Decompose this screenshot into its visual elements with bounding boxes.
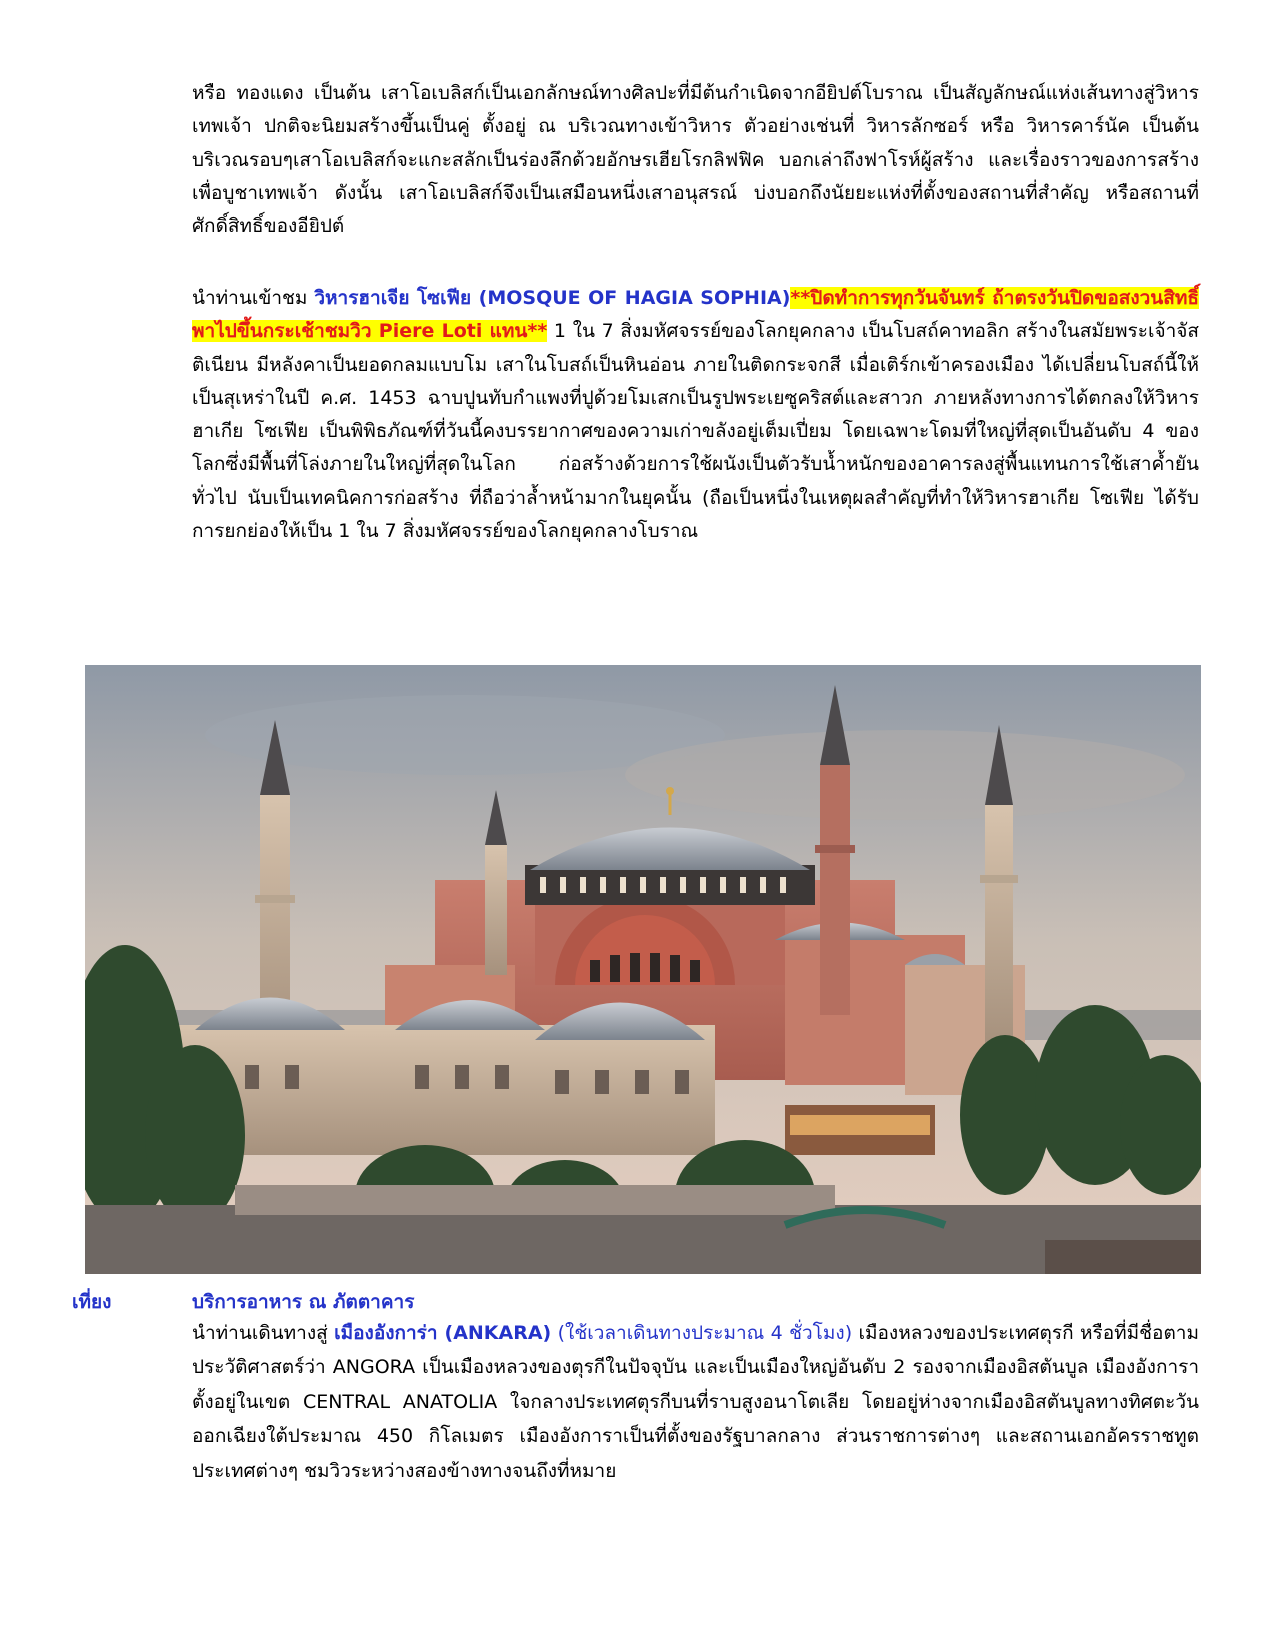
ankara-description: เมืองหลวงของประเทศตุรกี หรือที่มีชื่อตามประวัติศาสตร์ว่า ANGORA เป็นเมืองหลวงของตุรกีในปัจจุบัน และเป็นเมืองใหญ่อันดับ 2 รองจากเมืองอิสตันบูล เมืองอังการาตั้งอยู่ในเขต CENTRAL ANATOLIA ใจกลางประเทศตุรกีบนที่ราบสูงอนาโตเลีย โดยอยู่ห่างจากเมืองอิสตันบูลทางทิศตะวันออกเฉียงใต้ประมาณ 450 กิโลเมตร เมืองอังการาเป็นที่ตั้งของรัฐบาลกลาง ส่วนราชการต่างๆ และสถานเอกอัครราชทูตประเทศต่างๆ ชมวิวระหว่างสองข้างทางจนถึงที่หมาย [192,1322,1199,1482]
travel-duration: (ใช้เวลาเดินทางประมาณ 4 ชั่วโมง) [551,1322,853,1344]
closing-day-note: **ปิดทำการทุกวันจันทร์ ถ้าตรงวันปิดขอสงวนสิทธิ์พาไปขึ้นกระเช้าชมวิว Piere Loti แทน** [192,287,1199,343]
hagia-sophia-title: วิหารฮาเจีย โซเฟีย (MOSQUE OF HAGIA SOPHIA) [314,287,791,309]
obelisk-text: หรือ ทองแดง เป็นต้น เสาโอเบลิสก์เป็นเอกลักษณ์ทางศิลปะที่มีต้นกำเนิดจากอียิปต์โบราณ เป็นสัญลักษณ์แห่งเส้นทางสู่วิหารเทพเจ้า ปกติจะนิยมสร้างขึ้นเป็นคู่ ตั้งอยู่ ณ บริเวณทางเข้าวิหาร ตัวอย่างเช่นที่ วิหารลักซอร์ หรือ วิหารคาร์นัค เป็นต้น บริเวณรอบๆเสาโอเบลิสก์จะแกะสลักเป็นร่องลึกด้วยอักษรเฮียโรกลิฟฟิค บอกเล่าถึงฟาโรห์ผู้สร้าง และเรื่องราวของการสร้างเพื่อบูชาเทพเจ้า ดังนั้น เสาโอเบลิสก์จึงเป็นเสมือนหนึ่งเสาอนุสรณ์ บ่งบอกถึงนัยยะแห่งที่ตั้งของสถานที่สำคัญ หรือสถานที่ศักดิ์สิทธิ์ของอียิปต์ [192,82,1199,238]
ankara-paragraph [192,1316,1199,1488]
hagia-sophia-description: 1 ใน 7 สิ่งมหัศจรรย์ของโลกยุคกลาง เป็นโบสถ์คาทอลิก สร้างในสมัยพระเจ้าจัสติเนียน มีหลังคาเป็นยอดกลมแบบโม เสาในโบสถ์เป็นหินอ่อน ภายในติดกระจกสี เมื่อเติร์กเข้าครองเมือง ได้เปลี่ยนโบสถ์นี้ให้เป็นสุเหร่าในปี ค.ศ. 1453 ฉาบปูนทับกำแพงที่ปูด้วยโมเสกเป็นรูปพระเยซูคริสต์และสาวก ภายหลังทางการได้ตกลงให้วิหารฮาเกีย โซเฟีย เป็นพิพิธภัณฑ์ที่วันนี้คงบรรยากาศของความเก่าขลังอยู่เต็มเปี่ยม โดยเฉพาะโดมที่ใหญ่ที่สุดเป็นอันดับ 4 ของโลกซึ่งมีพื้นที่โล่งภายในใหญ่ที่สุดในโลก ก่อสร้างด้วยการใช้ผนังเป็นตัวรับน้ำหนักของอาคารลงสู่พื้นแทนการใช้เสาค้ำยันทั่วไป นับเป็นเทคนิคการก่อสร้าง ที่ถือว่าล้ำหน้ามากในยุคนั้น (ถือเป็นหนึ่งในเหตุผลสำคัญที่ทำให้วิหารฮาเกีย โซเฟีย ได้รับการยกย่องให้เป็น 1 ใน 7 สิ่งมหัศจรรย์ของโลกยุคกลางโบราณ [192,320,1199,543]
ankara-city-title: เมืองอังการ่า (ANKARA) [334,1322,552,1344]
hagia-sophia-paragraph [192,282,1199,548]
hagia-sophia-photo [85,665,1201,1274]
visit-lead-text: นำท่านเข้าชม [192,287,315,309]
travel-lead-text: นำท่านเดินทางสู่ [192,1322,335,1344]
lunch-label: เที่ยง [72,1291,112,1313]
lunch-text: บริการอาหาร ณ ภัตตาคาร [192,1291,415,1313]
obelisk-paragraph [192,77,1199,243]
